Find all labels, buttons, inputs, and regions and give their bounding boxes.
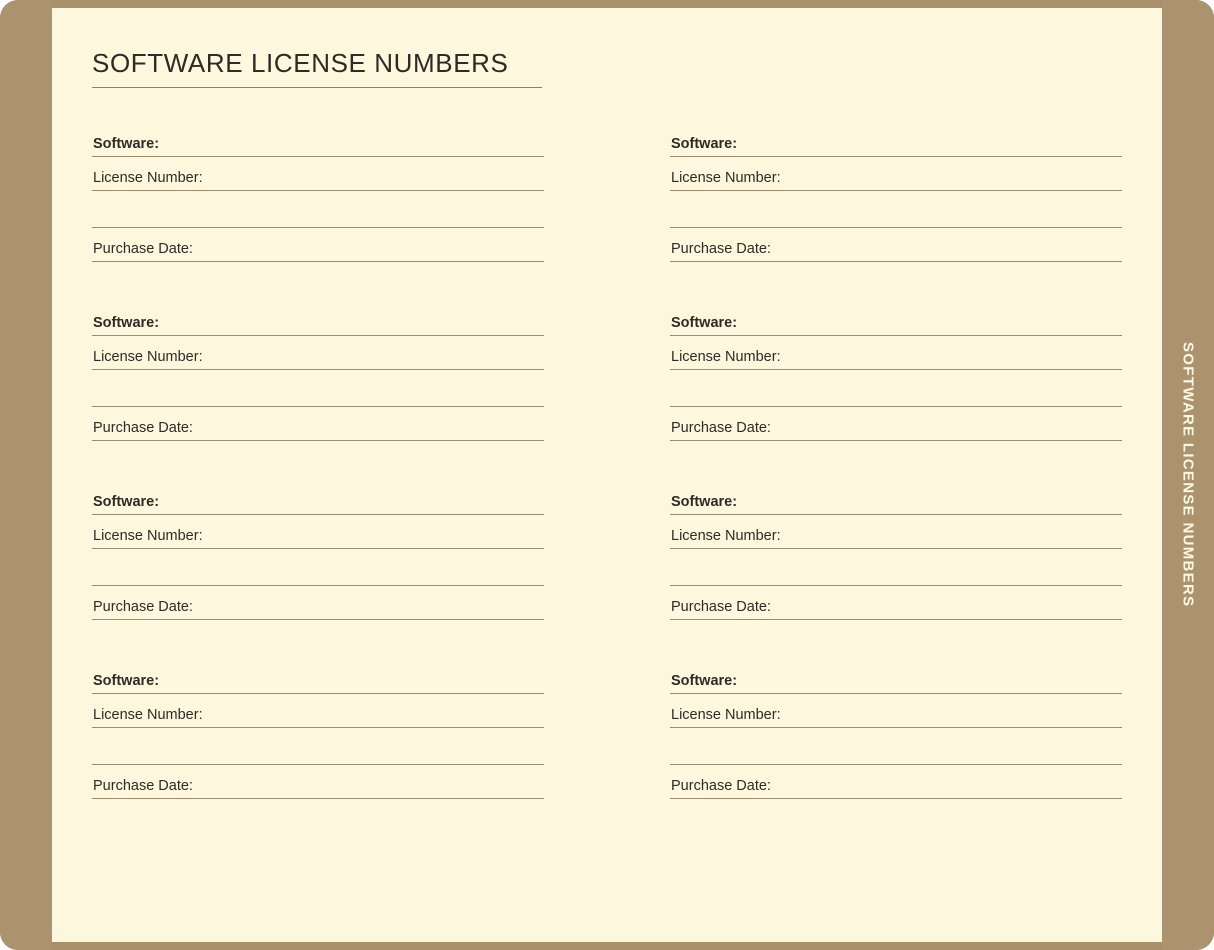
license-number-field[interactable]: [92, 694, 544, 728]
license-number-label: License Number:: [93, 528, 203, 544]
purchase-date-field[interactable]: [92, 407, 544, 441]
purchase-date-label: Purchase Date:: [671, 420, 771, 436]
right-column: [670, 123, 1122, 799]
left-column: [92, 123, 544, 799]
license-number-field[interactable]: [670, 336, 1122, 370]
software-label: Software:: [671, 494, 738, 510]
purchase-date-field[interactable]: [92, 765, 544, 799]
software-field[interactable]: [670, 123, 1122, 157]
license-number-continuation-field[interactable]: [670, 191, 1122, 228]
license-number-continuation-field[interactable]: [670, 728, 1122, 765]
software-field[interactable]: [92, 481, 544, 515]
purchase-date-field[interactable]: [92, 586, 544, 620]
license-number-label: License Number:: [93, 170, 203, 186]
software-field[interactable]: [92, 123, 544, 157]
section-tab[interactable]: [1162, 0, 1214, 950]
license-number-continuation-field[interactable]: [92, 728, 544, 765]
entry-columns: [92, 123, 1122, 799]
purchase-date-field[interactable]: [670, 586, 1122, 620]
purchase-date-label: Purchase Date:: [93, 241, 193, 257]
software-label: Software:: [671, 315, 738, 331]
section-tab-label: SOFTWARE LICENSE NUMBERS: [1179, 342, 1197, 608]
license-number-label: License Number:: [93, 707, 203, 723]
license-number-field[interactable]: [670, 157, 1122, 191]
purchase-date-label: Purchase Date:: [671, 778, 771, 794]
software-label: Software:: [671, 673, 738, 689]
license-entry: [92, 481, 544, 620]
license-number-continuation-field[interactable]: [92, 549, 544, 586]
paper-sheet: [52, 8, 1162, 942]
license-entry: [92, 123, 544, 262]
software-field[interactable]: [670, 302, 1122, 336]
license-number-label: License Number:: [671, 170, 781, 186]
software-field[interactable]: [92, 660, 544, 694]
license-entry: [92, 302, 544, 441]
purchase-date-field[interactable]: [670, 228, 1122, 262]
license-number-field[interactable]: [92, 336, 544, 370]
page-title: SOFTWARE LICENSE NUMBERS: [92, 48, 542, 88]
purchase-date-label: Purchase Date:: [93, 599, 193, 615]
license-number-field[interactable]: [92, 515, 544, 549]
license-number-label: License Number:: [671, 707, 781, 723]
software-label: Software:: [93, 494, 160, 510]
license-number-label: License Number:: [671, 349, 781, 365]
purchase-date-label: Purchase Date:: [671, 599, 771, 615]
license-entry: [670, 481, 1122, 620]
purchase-date-field[interactable]: [670, 765, 1122, 799]
cover-left-edge: [0, 0, 52, 950]
license-number-label: License Number:: [671, 528, 781, 544]
purchase-date-label: Purchase Date:: [93, 778, 193, 794]
purchase-date-label: Purchase Date:: [671, 241, 771, 257]
license-entry: [670, 302, 1122, 441]
purchase-date-field[interactable]: [670, 407, 1122, 441]
license-number-label: License Number:: [93, 349, 203, 365]
software-field[interactable]: [670, 481, 1122, 515]
license-number-continuation-field[interactable]: [670, 549, 1122, 586]
license-number-field[interactable]: [92, 157, 544, 191]
license-entry: [92, 660, 544, 799]
software-label: Software:: [671, 136, 738, 152]
license-number-continuation-field[interactable]: [92, 370, 544, 407]
software-label: Software:: [93, 673, 160, 689]
software-label: Software:: [93, 315, 160, 331]
software-field[interactable]: [670, 660, 1122, 694]
license-number-field[interactable]: [670, 515, 1122, 549]
purchase-date-field[interactable]: [92, 228, 544, 262]
license-number-continuation-field[interactable]: [670, 370, 1122, 407]
purchase-date-label: Purchase Date:: [93, 420, 193, 436]
license-number-continuation-field[interactable]: [92, 191, 544, 228]
license-entry: [670, 660, 1122, 799]
license-entry: [670, 123, 1122, 262]
software-label: Software:: [93, 136, 160, 152]
software-field[interactable]: [92, 302, 544, 336]
license-number-field[interactable]: [670, 694, 1122, 728]
